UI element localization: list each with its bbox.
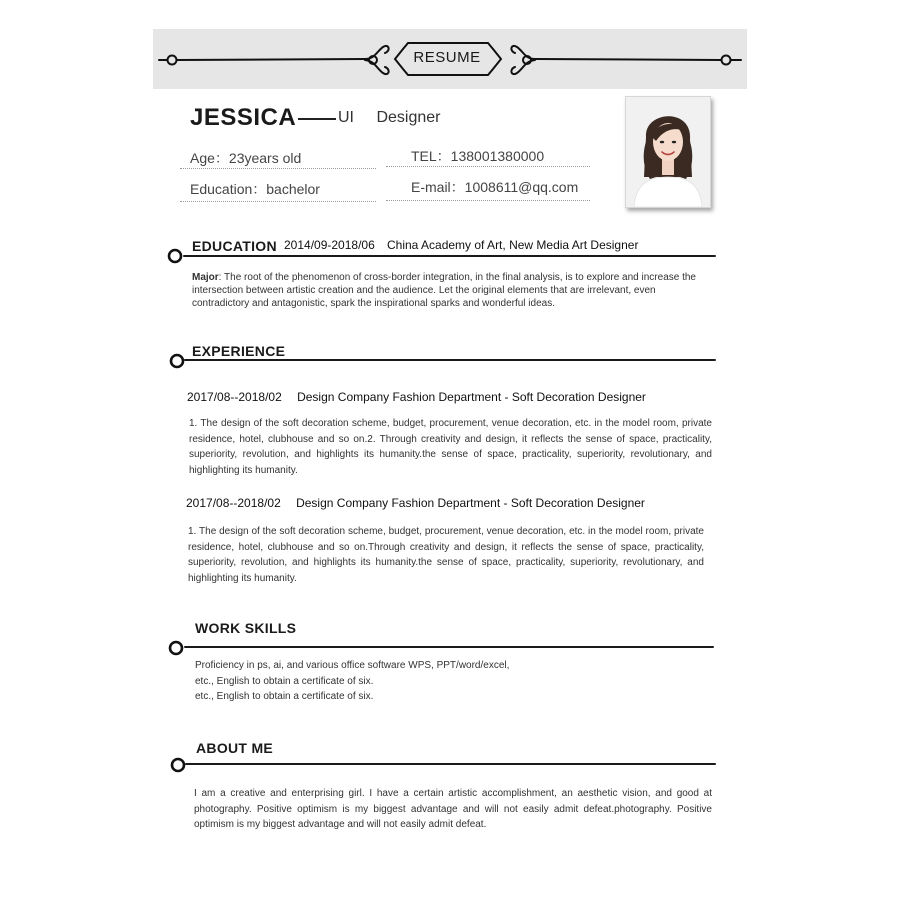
education-dates: 2014/09-2018/06 [284,238,375,252]
role-dash [298,118,336,120]
section-bullet-icon [168,352,186,370]
major-label: Major [192,272,219,283]
education-major [192,271,712,310]
skills-list [195,658,695,705]
divider-rule [386,200,590,201]
section-bullet-icon [166,247,184,265]
section-rule [183,255,716,257]
job-description: 1. The design of the soft decoration scheme, budget, procurement, venue decoration, etc. in the model room, private residence, hotel, clubhouse and so on.Through creativity and design, it reflects the sense of space, practicality, superiority, revolution, and highlights its humanity.the sense of space, practicality, superiority, revolutionary, and highlighting its humanity. [188,526,704,584]
divider-rule [386,166,590,167]
skill-line: etc., English to obtain a certificate of six. [195,691,374,702]
job-header [187,390,646,404]
section-rule [184,359,716,361]
skill-line: etc., English to obtain a certificate of six. [195,675,374,687]
resume-banner [153,29,747,89]
education-field: Education：bachelor [190,181,320,197]
email-field: E-mail：1008611@qq.com [411,179,579,195]
tel-field: TEL：138001380000 [411,148,545,164]
about-text: I am a creative and enterprising girl. I have a certain artistic accomplishment, an aesthetic vision, and good at photography. Positive optimism is my biggest advantage and will not easily admit defeat.photography. Positive optimism is my biggest advantage and will not easily admit defeat. [194,788,712,830]
candidate-role: UI Designer [338,109,441,126]
section-title-about: ABOUT ME [196,740,274,756]
age-field: Age：23years old [190,150,302,166]
profile-photo [625,96,711,208]
job-dates: 2017/08--2018/02 [186,496,281,510]
section-title-experience: EXPERIENCE [192,343,286,359]
education-school: China Academy of Art, New Media Art Designer [387,238,639,252]
section-title-skills: WORK SKILLS [195,620,297,636]
section-rule [185,763,716,765]
section-bullet-icon [167,639,185,657]
job-description: 1. The design of the soft decoration scheme, budget, procurement, venue decoration, etc. in the model room, private residence, hotel, clubhouse and so on.2. Through creativity and design, it reflects the sense of space, practicality, superiority, revolution, and highlights its humanity.the sense of space, practicality, superiority, revolutionary, and highlighting its humanity. [189,418,712,476]
job-title: Design Company Fashion Department - Soft Decoration Designer [296,496,645,510]
job-dates: 2017/08--2018/02 [187,390,282,404]
section-bullet-icon [169,756,187,774]
candidate-name: JESSICA [190,104,297,131]
divider-rule [180,201,376,202]
job-header [186,496,645,510]
skill-line: Proficiency in ps, ai, and various office software WPS, PPT/word/excel, [195,660,510,671]
job-title: Design Company Fashion Department - Soft Decoration Designer [297,390,646,404]
section-rule [184,646,714,648]
banner-title: RESUME [413,49,481,66]
major-text: : The root of the phenomenon of cross-border integration, in the final analysis, is to explore and increase the intersection between artistic creation and the audience. Let the original elements that are irrelevant, even contradictory and antagonistic, spark the inspirational sparks and wonderful ideas. [192,272,696,309]
section-title-education: EDUCATION [192,238,277,254]
divider-rule [180,168,376,169]
